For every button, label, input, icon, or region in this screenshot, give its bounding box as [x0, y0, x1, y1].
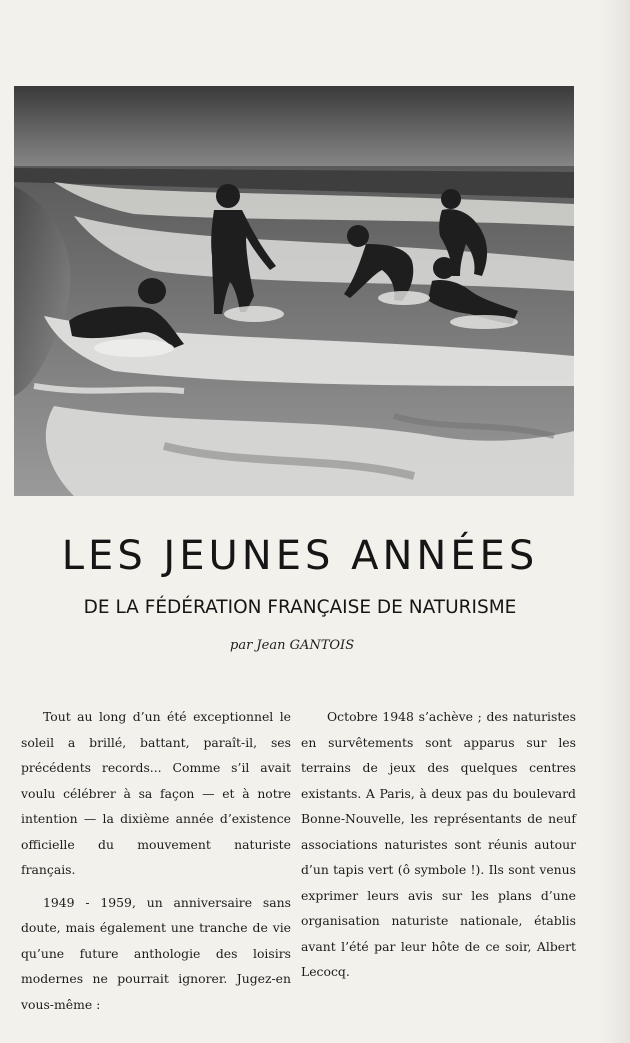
right-column — [301, 704, 576, 985]
paragraph: 1949 - 1959, un anniversaire sans doute, mais également une tranche de vie qu’une future anthologie des loisirs modernes ne pourrait ignorer. Jugez-en vous-même : — [21, 894, 291, 1012]
left-column — [21, 704, 291, 1017]
article-byline: par Jean GANTOIS — [230, 638, 355, 653]
beach-photo — [14, 86, 574, 496]
article-title: LES JEUNES ANNÉES — [61, 533, 539, 579]
paragraph: Tout au long d’un été exceptionnel le soleil a brillé, battant, paraît-il, ses précédents records... Comme s’il avait voulu célébrer à sa façon — et à notre intention — la dixième année d’existence officielle du mouvement naturiste français. — [21, 709, 291, 877]
paragraph: Octobre 1948 s’achève ; des naturistes en survêtements sont apparus sur les terrains de jeux des quelques centres existants. A Paris, à deux pas du boulevard Bonne-Nouvelle, les représentants de neuf associations naturistes sont réunis autour d’un tapis vert (ô symbole !). Ils sont venus exprimer leurs avis sur les plans d’une organisation naturiste nationale, établis avant l’été par leur hôte de ce soir, Albert Lecocq. — [301, 709, 576, 979]
page-edge-shadow — [600, 0, 630, 1043]
children-in-surf-image — [14, 86, 574, 496]
article-subtitle: DE LA FÉDÉRATION FRANÇAISE DE NATURISME — [83, 597, 517, 618]
